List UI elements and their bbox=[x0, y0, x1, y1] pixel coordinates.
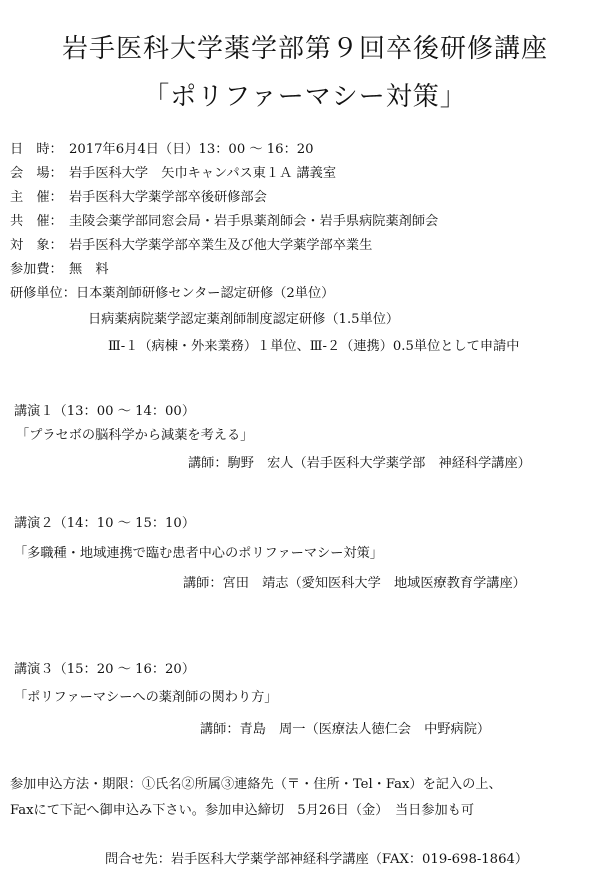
info-label: 日 時： bbox=[10, 142, 63, 157]
lecture-3-title: 「ポリファーマシーへの薬剤師の関わり方」 bbox=[14, 690, 278, 705]
page-title: 岩手医科大学薬学部第９回卒後研修講座 bbox=[61, 34, 548, 64]
page-subtitle: 「ポリファーマシー対策」 bbox=[143, 82, 467, 112]
info-value: 圭陵会薬学部同窓会局・岩手県薬剤師会・岩手県病院薬剤師会 bbox=[69, 214, 439, 229]
info-label: 主 催： bbox=[10, 190, 63, 205]
info-label: 会 場： bbox=[10, 166, 63, 181]
info-value: 岩手医科大学薬学部卒業生及び他大学薬学部卒業生 bbox=[69, 238, 373, 253]
lecture-3-speaker: 講師：青島 周一（医療法人徳仁会 中野病院） bbox=[200, 722, 491, 737]
info-label: 対 象： bbox=[10, 238, 63, 253]
application-line-1: 参加申込方法・期限：①氏名②所属③連絡先（〒・住所・Tel・Fax）を記入の上、 bbox=[10, 777, 502, 792]
lecture-1-title: 「プラセボの脳科学から減薬を考える」 bbox=[16, 428, 254, 443]
info-value: 2017年6月4日（日）13：00 ～ 16：20 bbox=[69, 142, 314, 157]
info-row-cosponsor bbox=[10, 214, 438, 230]
info-value: 日本薬剤師研修センター認定研修（2単位） bbox=[75, 286, 335, 301]
info-value: 岩手医科大学薬学部卒後研修部会 bbox=[69, 190, 267, 205]
info-row-venue bbox=[10, 166, 336, 182]
info-row-units bbox=[10, 286, 334, 302]
lecture-2-title: 「多職種・地域連携で臨む患者中心のポリファーマシー対策」 bbox=[14, 546, 383, 561]
info-label: 参加費： bbox=[10, 262, 63, 277]
info-row-fee bbox=[10, 262, 109, 278]
info-row-date bbox=[10, 142, 314, 158]
info-label: 研修単位： bbox=[10, 286, 76, 301]
info-row-organizer bbox=[10, 190, 267, 206]
info-value: 無 料 bbox=[69, 262, 109, 277]
contact-line: 問合せ先：岩手医科大学薬学部神経科学講座（FAX：019-698-1864） bbox=[105, 852, 529, 867]
application-line-2: Faxにて下記へ御申込み下さい。参加申込締切 5月26日（金） 当日参加も可 bbox=[10, 803, 475, 818]
lecture-3-heading: 講演３（15：20 ～ 16：20） bbox=[14, 662, 196, 677]
lecture-2-speaker: 講師：宮田 靖志（愛知医科大学 地域医療教育学講座） bbox=[183, 576, 526, 591]
info-label: 共 催： bbox=[10, 214, 63, 229]
info-row-target bbox=[10, 238, 372, 254]
lecture-1-heading: 講演１（13：00 ～ 14：00） bbox=[14, 404, 196, 419]
lecture-1-speaker: 講師：駒野 宏人（岩手医科大学薬学部 神経科学講座） bbox=[188, 456, 531, 471]
lecture-2-heading: 講演２（14：10 ～ 15：10） bbox=[14, 516, 196, 531]
info-value: 岩手医科大学 矢巾キャンパス東１Ａ 講義室 bbox=[69, 166, 337, 181]
units-extra-line: 日病薬病院薬学認定薬剤師制度認定研修（1.5単位） bbox=[88, 312, 400, 327]
units-extra-line: Ⅲ-１（病棟・外来業務）１単位、Ⅲ-２（連携）0.5単位として申請中 bbox=[108, 339, 520, 354]
